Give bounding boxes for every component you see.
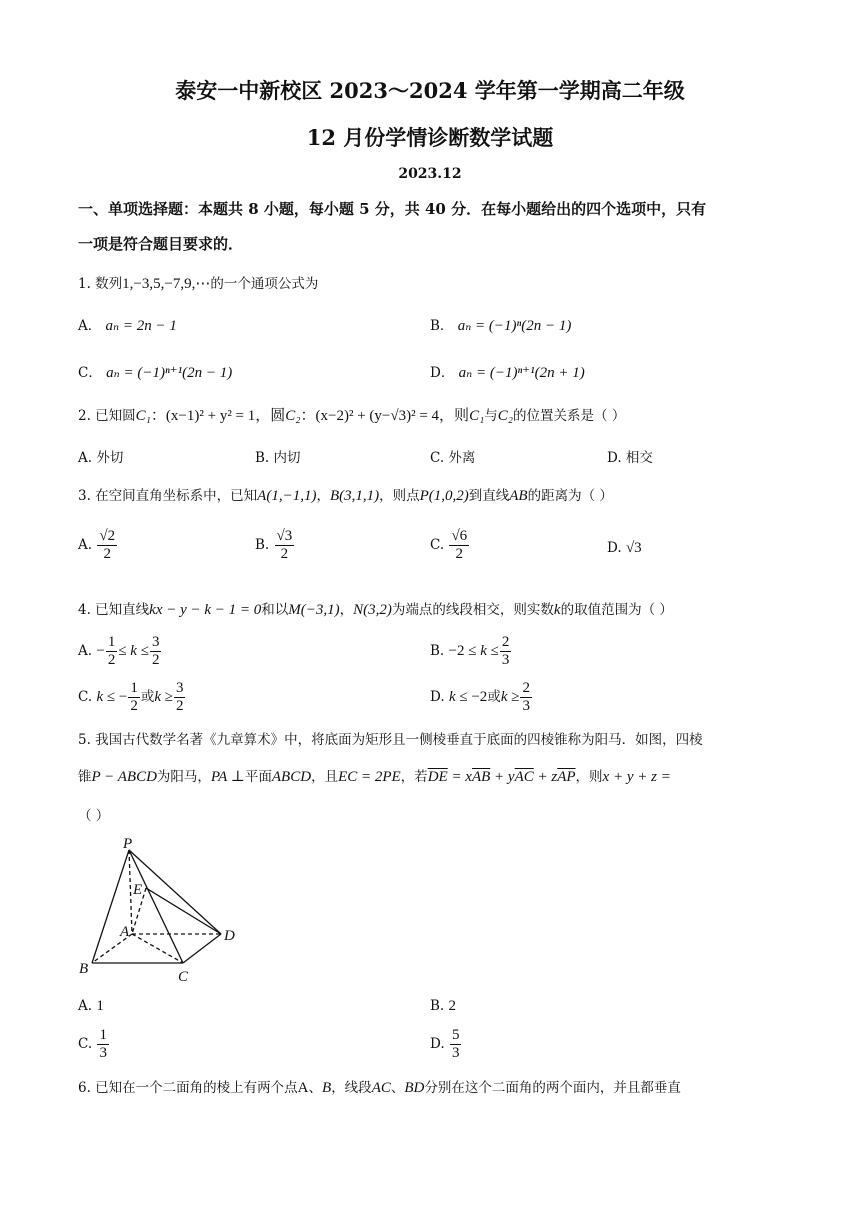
question-6 [78, 1076, 681, 1097]
q3-d-text: √3 [625, 540, 642, 556]
q3-line-ab: AB [509, 488, 528, 504]
q4-b-num: 2 [501, 634, 510, 650]
q4-b-den: 3 [501, 652, 510, 668]
q1-a-text: aₙ = 2n − 1 [105, 318, 177, 334]
q1-option-d [430, 361, 585, 382]
q1-d-text: aₙ = (−1)ⁿ⁺¹(2n + 1) [458, 365, 585, 381]
q5-a-text: 1 [96, 998, 104, 1014]
q3-b-num: √3 [276, 528, 293, 544]
q4-a-frac1 [106, 634, 118, 669]
q4-c-num1: 1 [130, 680, 138, 696]
q6-sep2: 、 [390, 1080, 405, 1096]
edge-ed [146, 888, 221, 934]
q3-c-label: C. [430, 537, 445, 553]
label-b: B [79, 961, 89, 977]
q4-b-frac [500, 634, 512, 669]
q4-point-m: M(−3,1) [288, 602, 340, 618]
question-5-line1: 5. 我国古代数学名著《九章算术》中，将底面为矩形且一侧棱垂直于底面的四棱锥称为阳马．如图，四棱 [78, 732, 703, 748]
q3-a-label: A. [78, 537, 93, 553]
edge-pc [129, 850, 183, 963]
q4-k: k [553, 602, 561, 618]
q4-c-den2: 2 [175, 698, 184, 714]
q4-d-label: D. [430, 689, 445, 705]
q1-option-a [78, 314, 177, 335]
q2-c2: C₂ [285, 408, 301, 424]
q1-c-label: C． [78, 365, 102, 381]
edge-pd [129, 850, 221, 934]
q5-d-den: 3 [451, 1045, 460, 1061]
q3-option-a [78, 528, 118, 563]
q6-tail: 分别在这个二面角的两个面内，并且都垂直 [424, 1080, 681, 1096]
q4-d-frac [520, 680, 532, 715]
q5-c-fraction [97, 1027, 109, 1062]
q5-c-label: C. [78, 1036, 93, 1052]
q2-c1: C₁ [135, 408, 151, 424]
q2-option-b: B. 内切 [255, 450, 301, 466]
q1-b-text: aₙ = (−1)ⁿ(2n − 1) [457, 318, 572, 334]
q3-tail: 到直线 [468, 488, 510, 504]
q3-option-b [255, 528, 295, 563]
edge-cd [183, 934, 221, 963]
q4-c-frac2 [174, 680, 186, 715]
q5-ec: EC = 2PE [338, 769, 401, 785]
q1-d-label: D． [430, 365, 455, 381]
q3-point-b: B(3,1,1) [329, 488, 380, 504]
q2-tail: 的位置关系是（ ） [513, 408, 626, 424]
q5-l2f: ，则 [575, 769, 603, 785]
q4-c-num2: 3 [175, 680, 184, 696]
q3-a-fraction [97, 528, 117, 563]
q2-option-c: C. 外离 [430, 450, 476, 466]
q3-mid: ，则点 [379, 488, 420, 504]
q5-l2b: 为阳马， [156, 769, 211, 785]
q4-mid: 和以 [261, 602, 289, 618]
label-a: A [120, 924, 130, 940]
q4-prefix: 4. 已知直线 [78, 602, 150, 618]
q6-prefix: 6. 已知在一个二面角的棱上有两个点 [78, 1080, 298, 1096]
q3-c-num: √6 [451, 528, 468, 544]
label-p: P [123, 836, 133, 852]
edge-pb [92, 850, 129, 963]
q1-c-text: aₙ = (−1)ⁿ⁺¹(2n − 1) [106, 365, 233, 381]
q4-a-label: A. [78, 643, 93, 659]
q3-sep: ， [316, 488, 330, 504]
q3-d-label: D. [607, 540, 622, 556]
section-heading-line2: 一项是符合题目要求的． [78, 235, 244, 253]
q5-l2a: 锥 [78, 769, 92, 785]
q5-l2d: ，且 [311, 769, 339, 785]
q3-c-den: 2 [455, 546, 464, 562]
q6-sep1: 、 [308, 1080, 323, 1096]
q5-sum: x + y + z = [602, 769, 671, 785]
q1-b-label: B． [430, 318, 454, 334]
q2-eq1: ：(x−1)² + y² = 1，圆 [150, 408, 286, 424]
q4-tail2: 的取值范围为（ ） [560, 602, 673, 618]
q2-option-d: D. 相交 [607, 450, 653, 466]
q5-a-label: A. [78, 998, 93, 1014]
q4-a-num2: 3 [151, 634, 160, 650]
q4-sep: ， [339, 602, 354, 618]
q4-c-den1: 2 [130, 698, 138, 714]
q3-prefix: 3. 在空间直角坐标系中，已知 [78, 488, 258, 504]
q5-pyramid: P − ABCD [91, 769, 157, 785]
q3-b-label: B. [255, 537, 270, 553]
q4-option-b: B. −2 ≤ k ≤ $\frac{2}{3}$ [430, 634, 510, 668]
q5-plane: ABCD [271, 769, 312, 785]
q2-prefix: 2. 已知圆 [78, 408, 136, 424]
q3-option-d [607, 540, 642, 557]
q1-prefix: 1. 数列 [78, 276, 123, 292]
section-heading-line1: 一、单项选择题：本题共 8 小题，每小题 5 分，共 40 分．在每小题给出的四个选项中，只有 [78, 200, 707, 218]
q5-l2e: ，若 [400, 769, 428, 785]
q4-d-num: 2 [522, 680, 530, 696]
q5-d-label: D. [430, 1036, 445, 1052]
q3-b-den: 2 [280, 546, 289, 562]
q5-vector-eq: $\overline{DE} = x\overline{AB} + y\overline{AC} + z\overline{AP}$ [427, 769, 576, 785]
edge-pa [129, 850, 132, 934]
q4-point-n: N(3,2) [353, 602, 392, 618]
q6-mid: ，线段 [331, 1080, 372, 1096]
q5-option-d [430, 1027, 462, 1062]
q4-option-d: D. k ≤ −2或k ≥ $\frac{2}{3}$ [430, 680, 530, 714]
q2-and: 与 [484, 408, 498, 424]
q5-d-num: 5 [451, 1027, 460, 1043]
question-2 [78, 404, 625, 425]
q6-segment-bd: BD [404, 1080, 425, 1096]
label-c: C [178, 969, 189, 985]
q4-d-den: 3 [522, 698, 530, 714]
q2-c2-again: C₂ [497, 408, 514, 424]
q2-c1-again: C₁ [469, 408, 485, 424]
q5-c-den: 3 [99, 1045, 107, 1061]
q6-point-b: B [322, 1080, 332, 1096]
q2-option-a: A. 外切 [78, 450, 124, 466]
exam-date: 2023.12 [398, 166, 462, 182]
q4-c-label: C. [78, 689, 93, 705]
page-title: 泰安一中新校区 2023～2024 学年第一学期高二年级 [175, 78, 685, 103]
q3-point-a: A(1,−1,1) [257, 488, 317, 504]
q1-a-label: A． [78, 318, 102, 334]
question-4 [78, 598, 673, 619]
edge-ac [132, 934, 183, 963]
question-1 [78, 272, 318, 293]
q4-line-eq: kx − y − k − 1 = 0 [149, 602, 262, 618]
q6-point-a: A [297, 1080, 309, 1096]
q3-a-num: √2 [99, 528, 116, 544]
q3-c-fraction [449, 528, 469, 563]
q1-option-b [430, 314, 571, 335]
q5-b-text: 2 [448, 998, 457, 1014]
q3-option-c [430, 528, 470, 563]
q4-option-a: A. − $\frac{1}{2}$ ≤ k ≤ $\frac{3}{2}$ [78, 634, 160, 668]
q1-sequence: 1,−3,5,−7,9,⋯ [122, 276, 211, 292]
q3-point-p: P(1,0,2) [419, 488, 469, 504]
q6-segment-ac: AC [371, 1080, 391, 1096]
q1-option-c [78, 361, 232, 382]
q5-option-b [430, 998, 456, 1015]
q5-paren: （ ） [78, 808, 110, 824]
q4-b-label: B. [430, 643, 445, 659]
q2-eq2: ：(x−2)² + (y−√3)² = 4，则 [300, 408, 470, 424]
page-subtitle: 12 月份学情诊断数学试题 [306, 125, 554, 150]
q4-a-den1: 2 [107, 652, 116, 668]
q3-tail2: 的距离为（ ） [527, 488, 613, 504]
label-d: D [224, 928, 235, 944]
label-e: E [133, 882, 143, 898]
q4-a-frac2 [150, 634, 162, 669]
q4-d-or: 或 [487, 689, 501, 705]
q5-c-num: 1 [99, 1027, 107, 1043]
q4-c-or: 或 [140, 689, 155, 705]
q3-a-den: 2 [103, 546, 111, 562]
q5-l2c: 平面 [244, 769, 272, 785]
q4-tail: 为端点的线段相交，则实数 [391, 602, 554, 618]
question-3 [78, 484, 613, 505]
pyramid-figure [76, 836, 246, 986]
q5-perp: PA ⊥ [210, 769, 245, 785]
q5-d-fraction [450, 1027, 462, 1062]
q1-suffix: 的一个通项公式为 [210, 276, 319, 292]
q4-c-frac1 [128, 680, 140, 715]
question-5-line2 [78, 765, 671, 786]
q3-b-fraction [275, 528, 295, 563]
q5-option-c [78, 1027, 110, 1062]
q4-a-num1: 1 [107, 634, 116, 650]
q4-a-den2: 2 [151, 652, 160, 668]
q4-option-c: C. k ≤ − $\frac{1}{2}$ 或k ≥ $\frac{3}{2}$ [78, 680, 184, 714]
q5-option-a [78, 998, 104, 1015]
q5-b-label: B. [430, 998, 445, 1014]
